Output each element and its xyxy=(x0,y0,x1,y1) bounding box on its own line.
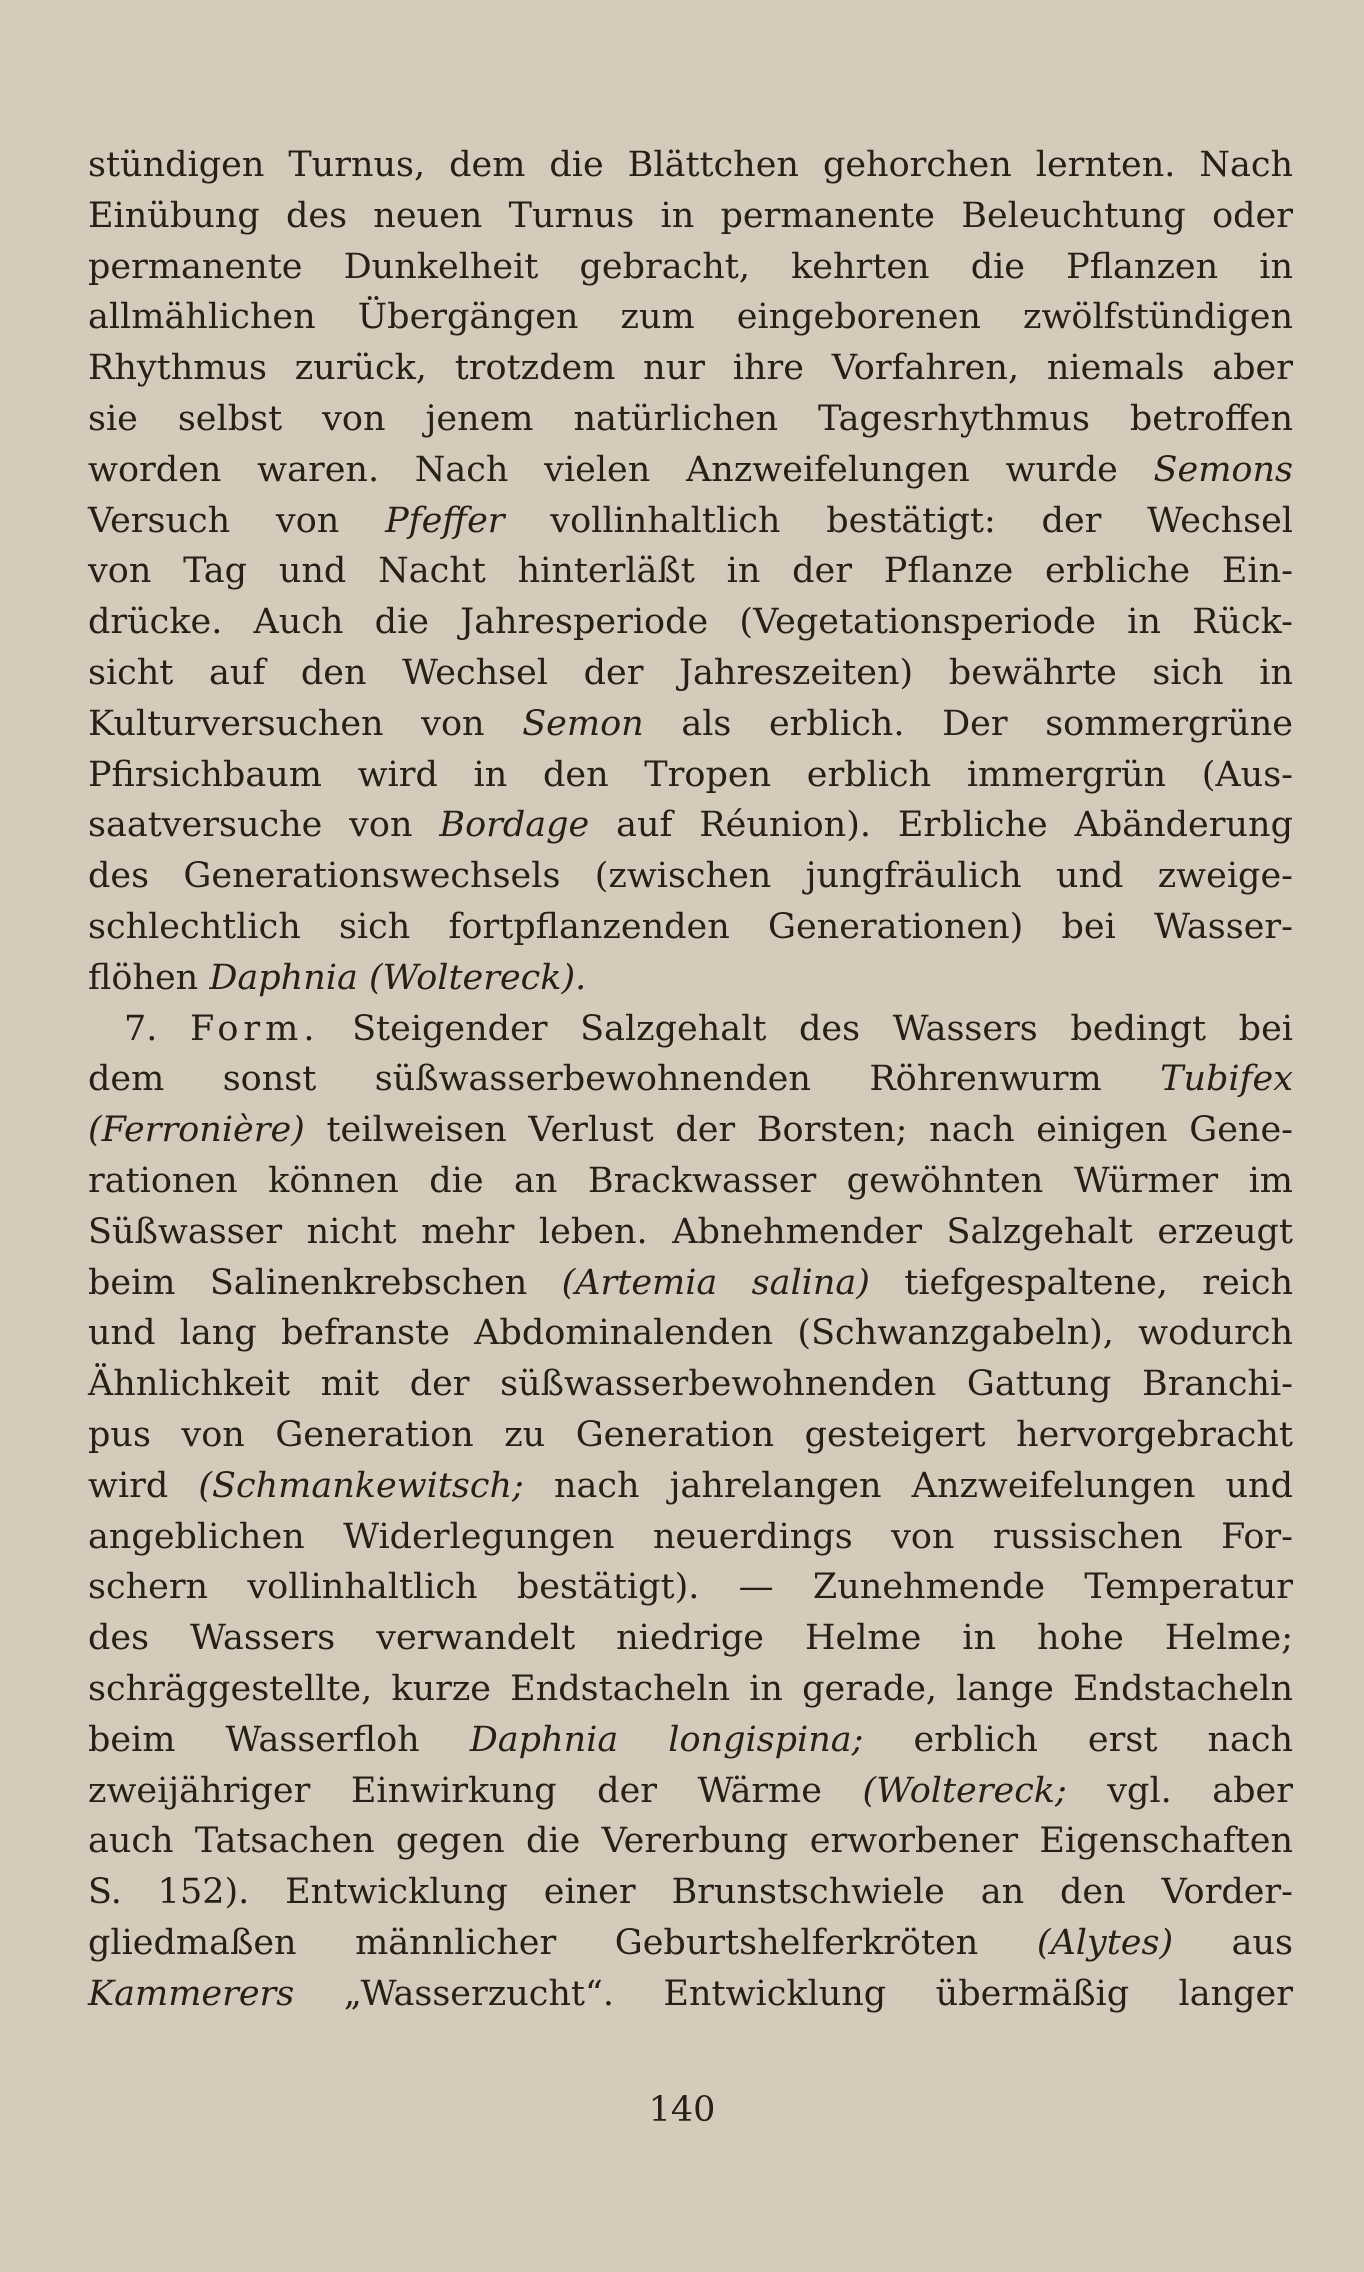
text-run: dem sonst süßwasserbewohnenden Röhrenwurm xyxy=(88,1059,1161,1100)
text-run: angeblichen Widerlegungen neuerdings von russischen For- xyxy=(88,1516,1293,1557)
text-line xyxy=(88,1156,1293,1207)
text-run: rationen können die an Brackwasser gewöhnten Würmer im xyxy=(88,1160,1293,1201)
text-line xyxy=(88,546,1293,597)
text-run: Ähnlichkeit mit der süßwasserbewohnenden Gattung Branchi- xyxy=(88,1364,1293,1405)
text-line xyxy=(88,343,1293,394)
text-line xyxy=(88,1867,1293,1918)
text-line xyxy=(88,1004,1293,1055)
text-line xyxy=(88,1054,1293,1105)
italic-text: (Alytes) xyxy=(1036,1922,1174,1963)
text-line xyxy=(88,597,1293,648)
text-run: erblich erst nach xyxy=(863,1719,1293,1760)
text-run: flöhen xyxy=(88,957,210,998)
text-line xyxy=(88,1461,1293,1512)
text-line xyxy=(88,1105,1293,1156)
italic-text: Daphnia (Woltereck). xyxy=(209,957,587,998)
text-line xyxy=(88,800,1293,851)
text-run: stündigen Turnus, dem die Blättchen gehorchen lernten. Nach xyxy=(88,145,1293,185)
text-run: des Generationswechsels (zwischen jungfräulich und zweige- xyxy=(88,856,1293,897)
text-run: beim Salinenkrebschen xyxy=(88,1262,562,1303)
text-line xyxy=(88,292,1293,343)
italic-text: Semon xyxy=(522,703,644,744)
text-line xyxy=(88,496,1293,547)
text-line xyxy=(88,953,1293,1004)
text-line xyxy=(88,750,1293,801)
text-run: Kulturversuchen von xyxy=(88,703,523,744)
text-line xyxy=(88,1410,1293,1461)
text-line xyxy=(88,1512,1293,1563)
italic-text: (Artemia salina) xyxy=(561,1262,870,1303)
text-line xyxy=(88,1562,1293,1613)
text-line xyxy=(88,851,1293,902)
text-run: vollinhaltlich bestätigt: der Wechsel xyxy=(504,500,1293,541)
text-run: Pfirsichbaum wird in den Tropen erblich immergrün (Aus- xyxy=(88,754,1293,795)
text-line xyxy=(88,445,1293,496)
text-run: gliedmaßen männlicher Geburtshelferkröten xyxy=(88,1922,1037,1963)
text-line xyxy=(88,394,1293,445)
text-run: Rhythmus zurück, trotzdem nur ihre Vorfahren, niemals aber xyxy=(88,348,1293,389)
text-line xyxy=(88,1613,1293,1664)
text-line xyxy=(88,1308,1293,1359)
text-run: worden waren. Nach vielen Anzweifelungen wurde xyxy=(88,449,1154,490)
text-line xyxy=(88,1207,1293,1258)
text-run: pus von Generation zu Generation gesteigert hervorgebracht xyxy=(88,1414,1293,1455)
text-line xyxy=(88,1258,1293,1309)
text-line xyxy=(88,648,1293,699)
text-run: Einübung des neuen Turnus in permanente Beleuchtung oder xyxy=(88,195,1293,236)
text-run: saatversuche von xyxy=(88,805,440,846)
text-line xyxy=(88,191,1293,242)
italic-text: Kammerers xyxy=(88,1973,295,2014)
italic-text: Semons xyxy=(1153,449,1293,490)
text-line xyxy=(88,1664,1293,1715)
text-run: beim Wasserfloh xyxy=(88,1719,470,1760)
text-run: zweijähriger Einwirkung der Wärme xyxy=(88,1770,863,1811)
text-line xyxy=(88,1969,1293,2020)
text-line xyxy=(88,902,1293,953)
text-run: permanente Dunkelheit gebracht, kehrten die Pflanzen in xyxy=(88,246,1293,287)
text-line xyxy=(88,1766,1293,1817)
text-line xyxy=(88,1715,1293,1766)
italic-text: (Ferronière) xyxy=(88,1110,305,1151)
text-run: 7. xyxy=(124,1008,190,1049)
text-run: schern vollinhaltlich bestätigt). — Zunehmende Temperatur xyxy=(88,1567,1293,1608)
text-run: Süßwasser nicht mehr leben. Abnehmender Salzgehalt erzeugt xyxy=(88,1211,1293,1252)
text-run: von Tag und Nacht hinterläßt in der Pflanze erbliche Ein- xyxy=(88,551,1293,592)
text-run: teilweisen Verlust der Borsten; nach einigen Gene- xyxy=(304,1110,1293,1151)
text-line xyxy=(88,699,1293,750)
text-run: auf Réunion). Erbliche Abänderung xyxy=(589,805,1293,846)
text-run: schlechtlich sich fortpflanzenden Generationen) bei Wasser- xyxy=(88,906,1293,947)
text-run: allmählichen Übergängen zum eingeborenen zwölfstündigen xyxy=(88,297,1293,338)
text-run: S. 152). Entwicklung einer Brunstschwiele an den Vorder- xyxy=(88,1872,1293,1913)
text-run: des Wassers verwandelt niedrige Helme in hohe Helme; xyxy=(88,1618,1293,1659)
italic-text: (Woltereck; xyxy=(862,1770,1067,1811)
text-run: wird xyxy=(88,1465,199,1506)
text-run: drücke. Auch die Jahresperiode (Vegetationsperiode in Rück- xyxy=(88,602,1293,643)
text-line xyxy=(88,1816,1293,1867)
text-run: nach jahrelangen Anzweifelungen und xyxy=(523,1465,1293,1506)
text-line xyxy=(88,242,1293,293)
text-run: sie selbst von jenem natürlichen Tagesrhythmus betroffen xyxy=(88,398,1293,439)
text-run: „Wasserzucht“. Entwicklung übermäßig langer xyxy=(294,1973,1293,2014)
italic-text: Daphnia longispina; xyxy=(469,1719,864,1760)
text-run: sicht auf den Wechsel der Jahreszeiten) bewährte sich in xyxy=(88,652,1293,693)
italic-text: Tubifex xyxy=(1160,1059,1293,1100)
text-run: und lang befranste Abdominalenden (Schwanzgabeln), wodurch xyxy=(88,1313,1293,1354)
text-run: Versuch von xyxy=(88,500,386,541)
italic-text: Bordage xyxy=(439,805,590,846)
body-text xyxy=(88,140,1293,2019)
text-line xyxy=(88,140,1293,191)
text-run: als erblich. Der sommergrüne xyxy=(643,703,1293,744)
text-run: Form. xyxy=(189,1008,320,1049)
text-run: vgl. aber xyxy=(1066,1770,1293,1811)
text-line xyxy=(88,1918,1293,1969)
text-run: schräggestellte, kurze Endstacheln in gerade, lange Endstacheln xyxy=(88,1668,1293,1709)
text-run: auch Tatsachen gegen die Vererbung erworbener Eigenschaften xyxy=(88,1821,1293,1862)
text-line xyxy=(88,1359,1293,1410)
italic-text: Pfeffer xyxy=(385,500,505,541)
text-run: Steigender Salzgehalt des Wassers bedingt bei xyxy=(319,1008,1293,1049)
page-number: 140 xyxy=(648,2090,716,2130)
text-run: tiefgespaltene, reich xyxy=(869,1262,1293,1303)
text-run: aus xyxy=(1173,1922,1293,1963)
italic-text: (Schmankewitsch; xyxy=(198,1465,524,1506)
